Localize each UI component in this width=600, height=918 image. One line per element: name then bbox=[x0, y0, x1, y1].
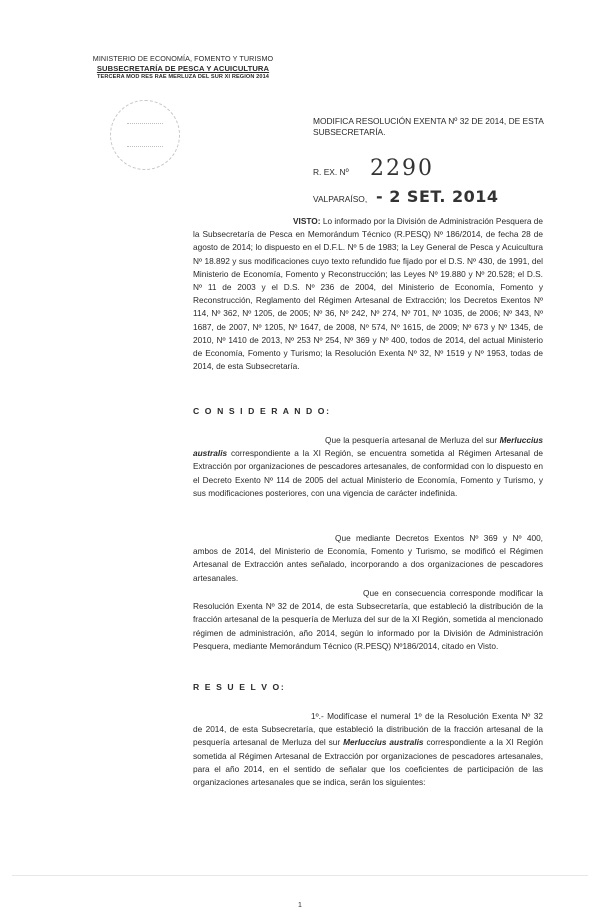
official-seal-stamp bbox=[110, 100, 180, 170]
species-name: Merluccius australis bbox=[343, 737, 424, 748]
resolution-date: - 2 SET. 2014 bbox=[376, 187, 499, 206]
considerando-paragraph-3: Que en consecuencia corresponde modificar la Resolución Exenta Nº 32 de 2014, de esta Subsecretaría, que estableció la distribución de la fracción artesanal de la pesquería de Merluza del sur de la XI Región, sometida al mencionado régimen de administración, año 2014, según lo informado por la División de Administración Pesquera, mediante Memorándum Técnico (R.PESQ) Nº186/2014, citado en Visto. bbox=[193, 588, 543, 651]
subsecretaria-name: SUBSECRETARÍA DE PESCA Y ACUICULTURA bbox=[96, 63, 270, 73]
resuelvo-heading: R E S U E L V O: bbox=[193, 682, 286, 692]
document-tag: TERCERA MOD RES RAE MERLUZA DEL SUR XI REGION 2014 bbox=[96, 74, 269, 80]
considerando-heading: C O N S I D E R A N D O: bbox=[193, 406, 331, 416]
visto-lead: VISTO: bbox=[293, 216, 321, 226]
ministry-name: MINISTERIO DE ECONOMÍA, FOMENTO Y TURISMO bbox=[92, 54, 274, 63]
visto-text: Lo informado por la División de Administración Pesquera de la Subsecretaría de Pesca en Memorándum Técnico (R.PESQ) Nº 186/2014, de fecha 28 de agosto de 2014; lo dispuesto en el D.F.L. Nº 5 de 1983; la Ley General de Pesca y Acuicultura Nº 18.892 y sus modificaciones cuyo texto refundido fue fijado por el D.S. Nº 430, de 1991, del Ministerio de Economía, Fomento y Reconstrucción; las Leyes Nº 19.880 y Nº 20.528; el D.S. Nº 11 de 2003 y el D.S. Nº 236 de 2004, del Ministerio de Economía, Fomento y Reconstrucción, Reglamento del Régimen Artesanal de Extracción; los Decretos Exentos Nº 114, Nº 362, Nº 1205, de 2005; Nº 36, Nº 242, Nº 274, Nº 701, Nº 1035, de 2006; Nº 343, Nº 1687, de 2007, Nº 1205, Nº 1647, de 2008, Nº 574, Nº 1615, de 2009; Nº 673 y Nº 1345, de 2010, Nº 1410 de 2013, Nº 253 Nº 254, Nº 369 y Nº 400, todos de 2014, del actual Ministerio de Economía, Fomento y Turismo; la Resolución Exenta Nº 32, Nº 1519 y Nº 1953, todas de 2014, de esta Subsecretaría. bbox=[193, 216, 543, 372]
resolution-number: 2290 bbox=[370, 156, 434, 181]
page-number: 1 bbox=[298, 902, 302, 909]
letterhead bbox=[78, 54, 288, 83]
considerando-paragraph-1 bbox=[193, 434, 543, 500]
species-name: Merluccius australis bbox=[193, 435, 543, 459]
document-subject: MODIFICA RESOLUCIÓN EXENTA Nº 32 DE 2014, DE ESTA SUBSECRETARÍA. bbox=[313, 116, 544, 137]
resuelvo-paragraph-1 bbox=[193, 710, 543, 789]
place-label: VALPARAÍSO, bbox=[313, 194, 368, 204]
considerando-p1-text-cont: correspondiente a la XI Región, se encuentra sometida al Régimen Artesanal de Extracción por organizaciones de pescadores artesanales, de conformidad con lo dispuesto en el Decreto Exento Nº 114 de 2005 del actual Ministerio de Economía, Fomento y Turismo, y sus modificaciones posteriores, con una vigencia de carácter indefinida. bbox=[193, 448, 543, 498]
considerando-paragraph-2: Que mediante Decretos Exentos Nº 369 y Nº 400, ambos de 2014, del Ministerio de Economía, Fomento y Turismo, se modificó el Régimen Artesanal de Extracción antes señalado, incorporando a dos organizaciones de pescadores artesanales. bbox=[193, 533, 543, 583]
scan-edge-line bbox=[12, 875, 588, 876]
resolution-label: R. EX. Nº bbox=[313, 167, 349, 177]
considerando-p1-text: Que la pesquería artesanal de Merluza del sur bbox=[325, 435, 500, 445]
resuelvo-p1-text: 1º.- Modifícase el numeral 1º de la Resolución Exenta Nº 32 de 2014, de esta Subsecretaría, que estableció la distribución de la fracción artesanal de la pesquería artesanal de Merluza del sur bbox=[193, 711, 543, 748]
visto-paragraph bbox=[193, 215, 543, 373]
resuelvo-p1-text-cont: correspondiente a la XI Región sometida al Régimen Artesanal de Extracción por organizaciones de pescadores artesanales, para el año 2014, en el sentido de señalar que los coeficientes de participación de las organizaciones artesanales que se indica, serán los siguientes: bbox=[193, 737, 544, 788]
